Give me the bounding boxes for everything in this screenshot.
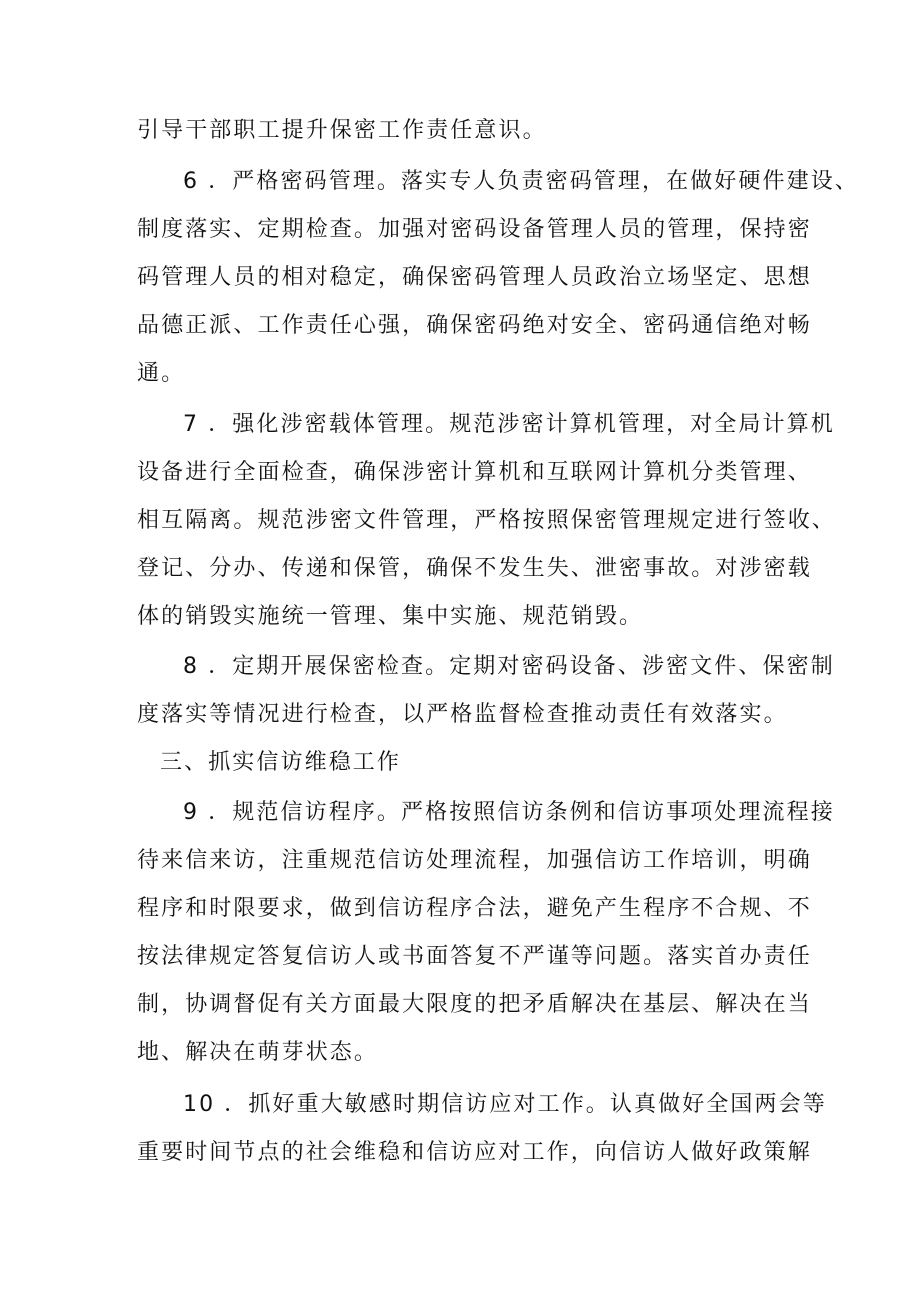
paragraph-item-7: 7 ．强化涉密载体管理。规范涉密计算机管理，对全局计算机 xyxy=(183,412,835,437)
text-line: 品德正派、工作责任心强，确保密码绝对安全、密码通信绝对畅 xyxy=(137,313,812,338)
text-line: 度落实等情况进行检查，以严格监督检查推动责任有效落实。 xyxy=(137,702,788,727)
text-line: 引导干部职工提升保密工作责任意识。 xyxy=(137,118,547,143)
text-line: 体的销毁实施统一管理、集中实施、规范销毁。 xyxy=(137,604,644,629)
paragraph-item-9: 9 ．规范信访程序。严格按照信访条例和信访事项处理流程接 xyxy=(183,800,835,825)
text-line: 待来信来访，注重规范信访处理流程，加强信访工作培训，明确 xyxy=(137,848,812,873)
text-line: 重要时间节点的社会维稳和信访应对工作，向信访人做好政策解 xyxy=(137,1140,812,1165)
section-heading: 三、抓实信访维稳工作 xyxy=(160,750,402,775)
text-line: 相互隔离。规范涉密文件管理，严格按照保密管理规定进行签收、 xyxy=(137,508,836,533)
paragraph-item-6: 6 ．严格密码管理。落实专人负责密码管理，在做好硬件建设、 xyxy=(183,169,859,194)
text-line: 码管理人员的相对稳定，确保密码管理人员政治立场坚定、思想 xyxy=(137,265,812,290)
text-line: 地、解决在萌芽状态。 xyxy=(137,1040,379,1065)
text-line: 制，协调督促有关方面最大限度的把矛盾解决在基层、解决在当 xyxy=(137,992,812,1017)
text-line: 通。 xyxy=(137,361,186,386)
text-line: 程序和时限要求，做到信访程序合法，避免产生程序不合规、不 xyxy=(137,896,812,921)
text-line: 制度落实、定期检查。加强对密码设备管理人员的管理，保持密 xyxy=(137,217,812,242)
paragraph-item-10: 10 ．抓好重大敏感时期信访应对工作。认真做好全国两会等 xyxy=(183,1092,827,1117)
text-line: 登记、分办、传递和保管，确保不发生失、泄密事故。对涉密载 xyxy=(137,556,812,581)
text-line: 按法律规定答复信访人或书面答复不严谨等问题。落实首办责任 xyxy=(137,944,812,969)
paragraph-item-8: 8 ．定期开展保密检查。定期对密码设备、涉密文件、保密制 xyxy=(183,654,835,679)
text-line: 设备进行全面检查，确保涉密计算机和互联网计算机分类管理、 xyxy=(137,460,812,485)
